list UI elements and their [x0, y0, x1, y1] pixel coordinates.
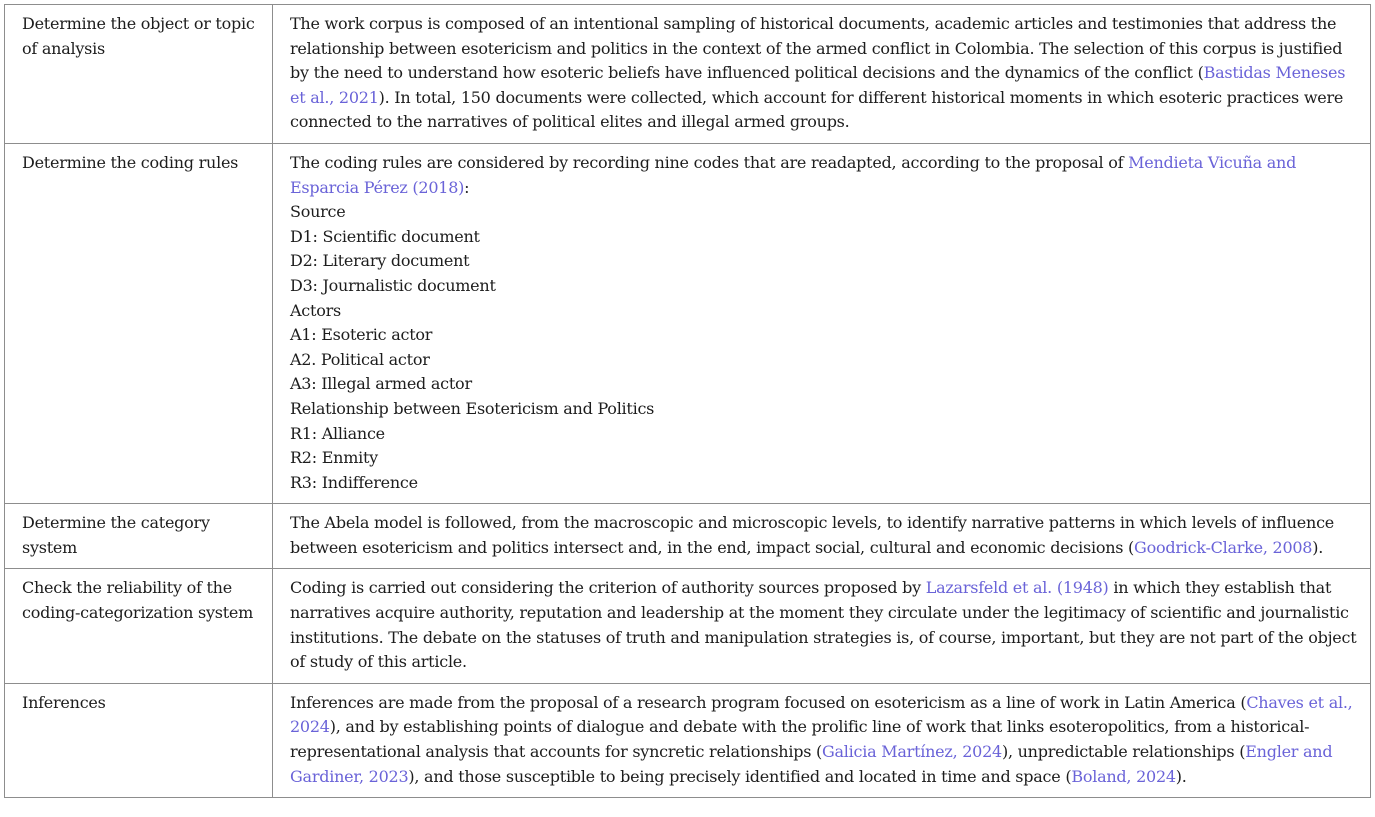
description-text: :	[464, 177, 470, 197]
citation-link[interactable]: Mendieta Vicuña and Esparcia Pérez (2018)	[290, 152, 1297, 197]
citation-link[interactable]: Boland, 2024	[1071, 766, 1176, 786]
stage-label-cell: Determine the category system	[5, 504, 273, 569]
description-text: Coding is carried out considering the criterion of authority sources proposed by	[290, 578, 926, 598]
stage-label-cell: Inferences	[5, 683, 273, 797]
code-list-item: R1: Alliance	[290, 423, 385, 443]
table-row	[5, 143, 1371, 503]
citation-link[interactable]: Engler and Gardiner, 2023	[290, 742, 1333, 786]
table-row	[5, 5, 1371, 144]
code-list-item: A2. Political actor	[290, 349, 430, 369]
stage-description-cell	[273, 143, 1371, 503]
code-list-item: Actors	[290, 300, 341, 320]
code-list-item: R3: Indifference	[290, 472, 418, 492]
citation-link[interactable]: Lazarsfeld et al. (1948)	[925, 578, 1109, 598]
table-row	[5, 683, 1371, 797]
stage-label-cell: Check the reliability of the coding-categorization system	[5, 569, 273, 683]
table-row	[5, 569, 1371, 683]
stage-description-cell	[273, 569, 1371, 683]
description-text: ), and those susceptible to being precisely identified and located in time and space (	[408, 766, 1072, 786]
table-row	[5, 504, 1371, 569]
citation-link[interactable]: Bastidas Meneses et al., 2021	[290, 63, 1346, 107]
code-list-item: A3: Illegal armed actor	[290, 374, 472, 394]
code-list-item: Relationship between Esotericism and Politics	[290, 398, 655, 418]
description-text: The work corpus is composed of an intentional sampling of historical documents, academic articles and testimonies that address the relationship between esotericism and politics in the context of the armed conflict in Colombia. The selection of this corpus is justified by the need to understand how esoteric beliefs have influenced political decisions and the dynamics of the conflict (	[290, 14, 1343, 83]
code-list-item: D1: Scientific document	[290, 226, 480, 246]
citation-link[interactable]: Goodrick-Clarke, 2008	[1134, 537, 1313, 557]
stage-description-cell	[273, 683, 1371, 797]
description-text: ), unpredictable relationships (	[1001, 742, 1246, 762]
description-text: Inferences are made from the proposal of a research program focused on esotericism as a line of work in Latin America (	[290, 692, 1247, 712]
citation-link[interactable]: Galicia Martínez, 2024	[821, 742, 1002, 762]
stage-label-cell: Determine the coding rules	[5, 143, 273, 503]
description-text: ). In total, 150 documents were collected, which account for different historical moments in which esoteric practices were connected to the narratives of political elites and illegal armed groups.	[290, 87, 1344, 132]
code-list-item: A1: Esoteric actor	[290, 325, 433, 345]
table-body	[5, 5, 1371, 798]
description-text: in which they establish that narratives acquire authority, reputation and leadership at the moment they circulate under the legitimacy of scientific and journalistic institutions. The debate on the statuses of truth and manipulation strategies is, of course, important, but they are not part of the object of study of this article.	[290, 578, 1357, 672]
description-text: ), and by establishing points of dialogue and debate with the prolific line of work that links esoteropolitics, from a historical-representational analysis that accounts for syncretic relationships (	[290, 717, 1310, 762]
description-text: The coding rules are considered by recording nine codes that are readapted, according to the proposal of	[290, 152, 1129, 172]
code-list-item: D2: Literary document	[290, 251, 470, 271]
code-list-item: R2: Enmity	[290, 448, 378, 468]
description-text: ).	[1312, 537, 1324, 557]
stage-description-cell	[273, 504, 1371, 569]
stage-description-cell	[273, 5, 1371, 144]
content-analysis-table	[4, 4, 1371, 798]
citation-link[interactable]: Chaves et al., 2024	[290, 692, 1353, 737]
description-text: The Abela model is followed, from the macroscopic and microscopic levels, to identify narrative patterns in which levels of influence between esotericism and politics intersect and, in the end, impact social, cultural and economic decisions (	[290, 513, 1334, 557]
description-text: ).	[1175, 766, 1187, 786]
code-list-item: D3: Journalistic document	[290, 275, 496, 295]
code-list-item: Source	[290, 202, 346, 222]
stage-label-cell: Determine the object or topic of analysis	[5, 5, 273, 144]
